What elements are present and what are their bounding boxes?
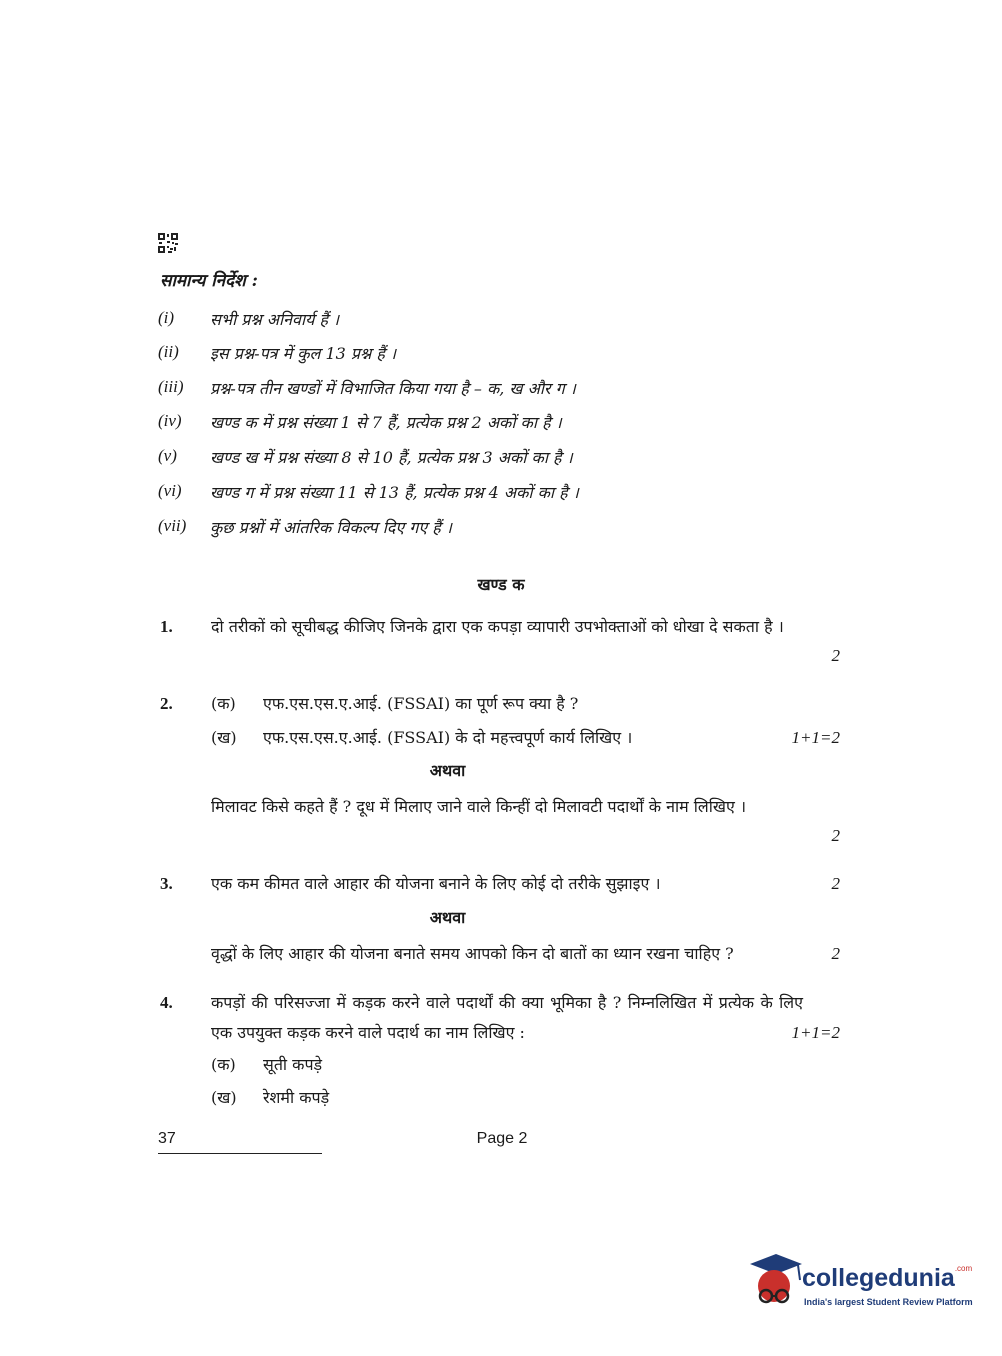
question-text: वृद्धों के लिए आहार की योजना बनाते समय आपको किन दो बातों का ध्यान रखना चाहिए ? — [211, 944, 734, 963]
instruction-item: (iv) खण्ड क में प्रश्न संख्या 1 से 7 हैं, प्रत्येक प्रश्न 2 अकों का है । — [158, 411, 562, 432]
question-text: दो तरीकों को सूचीबद्ध कीजिए जिनके द्वारा एक कपड़ा व्यापारी उपभोक्ताओं को धोखा दे सकता है । — [211, 617, 784, 636]
or-separator: अथवा — [429, 908, 466, 927]
sub-question: (ख) रेशमी कपड़े — [211, 1088, 330, 1107]
qr-code-icon — [158, 233, 178, 253]
general-instructions-heading: सामान्य निर्देश : — [160, 271, 258, 291]
footer-divider — [158, 1153, 322, 1154]
paper-code: 37 — [158, 1130, 176, 1147]
question-number: 2. — [160, 694, 173, 713]
logo-wordmark: collegedunia$^{.com}$ — [802, 1264, 973, 1292]
question-text: मिलावट किसे कहते हैं ? दूध में मिलाए जाने वाले किन्हीं दो मिलावटी पदार्थों के नाम लिखिए । — [211, 797, 747, 816]
marks: 1+1=2 — [791, 1023, 840, 1042]
sub-question: (क) एफ.एस.एस.ए.आई. (FSSAI) का पूर्ण रूप क्या है ? — [211, 694, 579, 713]
page-number: Page 2 — [476, 1130, 528, 1147]
sub-question: (क) सूती कपड़े — [211, 1055, 323, 1074]
question-number: 4. — [160, 993, 173, 1012]
instruction-item: (vii) कुछ प्रश्नों में आंतरिक विकल्प दिए गए हैं । — [158, 516, 452, 537]
marks: 2 — [831, 646, 840, 665]
instruction-item: (ii) इस प्रश्न-पत्र में कुल 13 प्रश्न हैं । — [158, 342, 397, 363]
marks: 2 — [831, 826, 840, 845]
instruction-item: (iii) प्रश्न-पत्र तीन खण्डों में विभाजित किया गया है – क, ख और ग । — [158, 377, 576, 398]
marks: 1+1=2 — [791, 728, 840, 747]
question-number: 1. — [160, 617, 173, 636]
marks: 2 — [831, 944, 840, 963]
instruction-item: (vi) खण्ड ग में प्रश्न संख्या 11 से 13 हैं, प्रत्येक प्रश्न 4 अकों का है । — [158, 481, 579, 502]
instruction-item: (v) खण्ड ख में प्रश्न संख्या 8 से 10 हैं, प्रत्येक प्रश्न 3 अकों का है । — [158, 446, 573, 467]
question-text: कपड़ों की परिसज्जा में कड़क करने वाले पदार्थों की क्या भूमिका है ? निम्नलिखित में प्रत्येक के लिए एक उपयुक्त कड़क करने वाले पदार्थ का नाम लिखिए : — [211, 993, 803, 1042]
section-title: खण्ड क — [477, 575, 525, 594]
question-number: 3. — [160, 874, 173, 893]
instruction-item: (i) सभी प्रश्न अनिवार्य हैं । — [158, 308, 340, 329]
marks: 2 — [831, 874, 840, 893]
or-separator: अथवा — [429, 761, 466, 780]
sub-question: (ख) एफ.एस.एस.ए.आई. (FSSAI) के दो महत्त्वपूर्ण कार्य लिखिए । — [211, 728, 633, 747]
logo-tagline: India's largest Student Review Platform — [804, 1297, 973, 1307]
question-text: एक कम कीमत वाले आहार की योजना बनाने के लिए कोई दो तरीके सुझाइए । — [211, 874, 661, 893]
